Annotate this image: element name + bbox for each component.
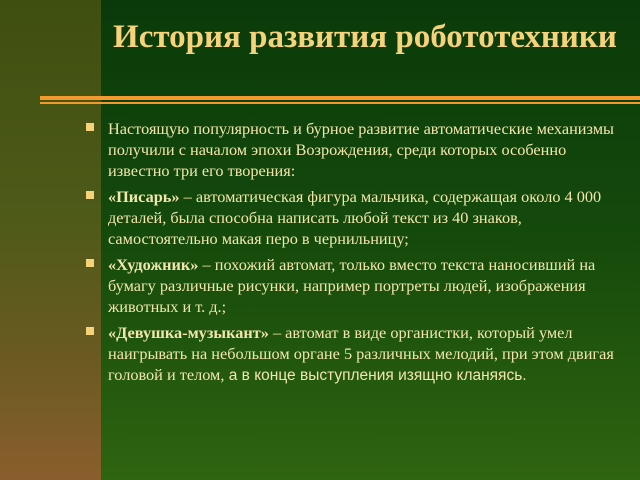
bullet-bold: «Художник» [108,255,199,274]
bullet-item [86,186,616,249]
square-bullet-icon [86,327,94,335]
bullet-text: – похожий автомат, только вместо текста наносивший на бумагу различные рисунки, например портреты людей, изображения животных и т. д.; [108,255,596,316]
slide-title: История развития робототехники [113,19,617,55]
square-bullet-icon [86,259,94,267]
bullet-list [86,118,616,391]
bullet-text-continued: а в конце выступления изящно кланяясь. [224,367,527,384]
square-bullet-icon [86,191,94,199]
bullet-text: Настоящую популярность и бурное развитие автоматические механизмы получили с началом эпохи Возрождения, среди которых особенно известно три его творения: [108,119,614,180]
title-divider [40,96,640,100]
bullet-bold: «Писарь» [108,187,180,206]
bullet-bold: «Девушка-музыкант» [108,323,269,342]
title-divider-thin [40,102,640,104]
bullet-item [86,254,616,317]
bullet-item [86,322,616,386]
bullet-text: – автомат в виде органистки, который умел наигрывать на небольшом органе 5 различных мелодий, при этом двигая головой и телом, [108,323,614,384]
square-bullet-icon [86,123,94,131]
bullet-item [86,118,616,181]
bullet-text: – автоматическая фигура мальчика, содержащая около 4 000 деталей, была способна написать любой текст из 40 знаков, самостоятельно макая перо в чернильницу; [108,187,602,248]
